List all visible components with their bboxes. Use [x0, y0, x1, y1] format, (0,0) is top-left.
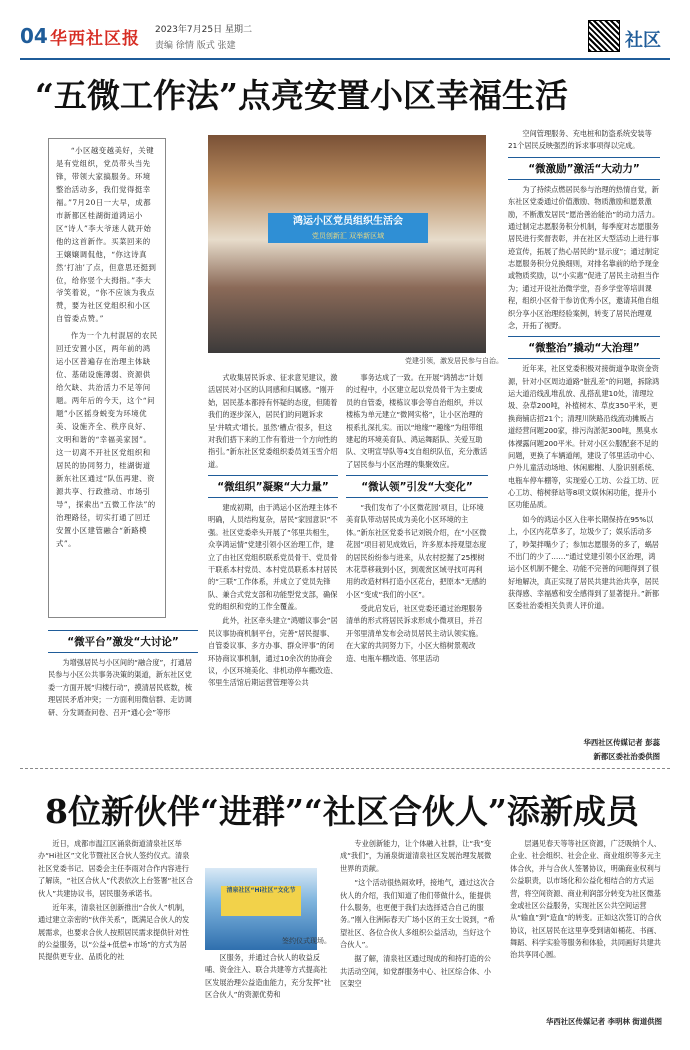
article2-headline: 8位新伙伴“进群”“社区合伙人”添新成员	[45, 792, 639, 831]
body-text: “这个活动很热闹欢呼，接地气，通过这次合伙人的介绍，我们知道了他们带做什么，能提供什么服务，也更便于我们去选择适合自己的服务。”刚入住洲际春天广场小区的王女士说到，“希望社区、各位合伙人多组织公益活动，当好这个合伙人”。	[340, 878, 495, 949]
body-text: 层遇见春天等等社区资源，广泛吸纳个人、企业、社会组织、社会企业、商业组织等多元主体合伙，并与合伙人签署协议，明确商业权利与公益职责，以市场化和公益化相结合的方式运营，将空间资源、商业利润部分转变为社区微基金或社区公益服务，实现社区公共空间运营从“输血”到“造血”的转变。正如这次签订的合伙协议，社区居民在这里享受到诸如桶花、书画、舞蹈、科学实验等服务和体验，共同画好共建共治共享同心圆。	[510, 839, 662, 960]
body-text: 受此启发后，社区党委还通过治理服务清单的形式将居民诉求形成小微项目，并召开邻里清单发布会动员居民主动认领实施。在大家的共同努力下，小区大榕树景观改造、电瓶车棚改造、邻里活动	[346, 604, 483, 663]
body-text: 据了解，清泉社区通过现成的和持打造的公共活动空间，如党群服务中心、社区综合体、小区架空	[340, 954, 491, 989]
date-line: 2023年7月25日 星期二	[155, 25, 252, 35]
body-text: 空间管理服务、充电桩和防盗系统安装等21个居民反映强烈的诉求事项得以完成。	[508, 129, 652, 151]
lead-paragraph: 作为一个九村混居的农民回迁安置小区，两年前的鸿运小区普遍存在治理主体缺位、基础设施薄弱、资源供给欠缺、共治活力不足等问题。两年后的今天，这个“问题”小区摇身蜕变为环境优美、设施齐全、秩序良好、文明和谐的“幸福美家园”。这一切离不开社区党组织和居民的协同努力，桂湖街道新东社区通过“队伍再建、资源共享、行政推动、市场引导”，探索出“五微工作法”的治理路径，切实打通了回迁安置小区建管融合“新路模式”。	[56, 331, 158, 548]
body-text: 区服务，并通过合伙人的收益反哺、资金注入、联合共建等方式提高社区发展治理公益造血能力，充分发挥“社区合伙人”的资源优势和	[205, 953, 331, 1000]
photo-caption: 党建引领，激发居民参与自治。	[405, 357, 503, 365]
article1-headline: “五微工作法”点亮安置小区幸福生活	[35, 76, 568, 115]
body-text: 如今的鸿运小区入住率长期保持在95%以上，小区内花草多了，垃圾少了；娱乐活动多了，吵架拌嘴少了；参加志愿服务的多了，蜗居不出门的少了……“通过党建引领小区治理，鸿运小区机制不健全、功能不完善的问题得到了很好地解决，真正实现了居民共建共治共享，居民获得感、幸福感和安全感得到了显著提升。”新都区委社治委相关负责人评价道。	[508, 514, 660, 611]
article2-column-1	[38, 838, 194, 1033]
page-header	[20, 18, 670, 60]
body-text: 式收集居民诉求、征求意见建议，激活居民对小区的认同感和归属感。“刚开始，居民基本都持有怀疑的态度，但随着我们的逐步深入，居民们的问题诉求呈‘井喷式’增长。虽然‘槽点’很多，但这对我们搭下来的工作有着进一个方向性的指引。”新东社区党委组织委员刘玉雪介绍道。	[208, 373, 338, 469]
body-text: 为增强居民与小区间的“融合度”，打通居民参与小区公共事务决策的渠道，新东社区党委一方面开展“归楼行动”，摸清居民底数，梳理居民矛盾冲突；一方面利用微信群、走访调研、分发调查问卷、召开“通心会”等形	[48, 658, 193, 717]
body-text: 近年来，社区党委积极对接街道争取资金资源，针对小区周边道路“脏乱差”的问题，拆除鸿运大道沿线乱堆乱放、乱搭乱建10处，清理垃圾、杂草200吨，补植树木、草皮350平米，更换商铺店招21个；清理川陕路沿线流动摊贩占道经营问题200家，排污沟淤泥300吨，黑臭水体裸露问题200平米。针对小区公服配套不足的问题，更换了车辆道闸，建设了邻里活动中心、户外儿童活动场地、休闲廊榭、人脸识别系统、电瓶车停车棚等，实现爱心工坊、公益工坊、匠心工坊、榕树驿站等8项文娱休闲功能，提升小区功能品质。	[508, 364, 660, 510]
subheading: “微整治”撬动“大治理”	[508, 336, 660, 359]
editors-line: 责编 徐情 版式 张建	[155, 41, 236, 51]
article2-column-2	[205, 952, 331, 1032]
subheading: “微组织”凝聚“大力量”	[208, 475, 338, 498]
section-title: 社区	[625, 30, 661, 51]
body-text: 近年来，清泉社区创新推出“合伙人”机制，通过建立亲密的“伙伴关系”，既满足合伙人的发展需求，也要求合伙人按照居民需求提供针对性的公益服务，以“公益+低偿+市场”的方式为居民提供更专业、品质化的社	[38, 902, 190, 962]
body-text: 近日，成都市温江区涌泉街道清泉社区举办“Hi社区”文化节暨社区合伙人签约仪式。清泉社区党委书记、居委会主任李雨对合作内容进行了解读，“社区合伙人”代表依次上台签署“社区合伙人”共建协议书，居民服务承诺书。	[38, 839, 193, 898]
subheading: “微平台”激发“大讨论”	[48, 630, 198, 653]
body-text: 此外，社区牵头建立“鸿赠议事会”居民议事协商机制平台，完善“居民提事、自管委议事、多方办事、群众评事”的闭环协商议事机制，通过10余次的协商会议，小区环境美化、非机动停车棚改造、邻里生活馆后期运营管理等公共	[208, 616, 338, 688]
body-text: 为了持续点燃居民参与治理的热情自觉，新东社区党委通过价值激励、物质激励和愿景激励，不断激发居民“愿治善治能治”的动力活力。通过制定志愿服务积分机制，每季度对志愿服务居民进行奖督表彰，并在社区大型活动上进行事迹宣传，拓展了热心居民的“显示度”；通过制定志愿服务积分兑换细则，对排名靠前的给予现金或物质奖励，以“小实惠”促进了居民主动担当作为；通过开设社治微学堂，吾乡学堂等培训课程，组织小区骨干参访优秀小区，邀请其他自组织分享小区治理经验案例，转变了居民治理观念，开拓了视野。	[508, 184, 660, 330]
article1-column-4	[508, 128, 660, 733]
photo-banner: 清泉社区“Hi社区”文化节	[221, 886, 301, 916]
photo-caption: 签约仪式现场。	[282, 937, 331, 945]
body-text: 建成初期，由于鸿运小区治理主体不明确，人员结构复杂，居民“家园意识”不强。社区党委牵头开展了“邻里共相生，众享鸿运情”党建引领小区治理工作，建立了由社区党组织联系党员骨干、党员骨干联系本村党员、本村党员联系本村居民的“三联”工作体系，并成立了党员先锋队、兼合式党支部和功能型党支部，确保党的组织和党的工作全覆盖。	[208, 503, 338, 611]
subheading: “微认领”引发“大变化”	[346, 475, 488, 498]
article1-lead-box	[48, 138, 166, 618]
newspaper-logo: 华西社区报	[50, 29, 140, 49]
body-text: 事务达成了一致。在开展“鸿鹄志”计划的过程中，小区建立起以党员骨干为主要成员的自管委，楼栋议事会等自治组织，并以楼栋为单元建立“微网实格”，让小区治理的根系扎深扎实。而以“地缘”“趣缘”为纽带组建起的环境美育队、鸿运舞蹈队、关爱互助队、文明宣导队等4支自组织队伍，充分激活了居民参与小区治理的集聚效应。	[346, 373, 488, 469]
lead-paragraph: “小区越变越美好，关键是有党组织，党员带头当先锋，带领大家搞服务。环境整治活动多，我们觉得挺幸福。”7月20日一大早，成都市新都区桂湖街道鸿运小区“诗人”李大爷迷人就开始他的这首新作。买菜回来的王嬢嬢调侃他，“你这诗真然‘打油’了点，但意思还挺到位，给你竖个大拇指。”李大爷笑着说，“你不应该为我点赞，要为社区党组织和小区自管委点赞。”	[56, 146, 157, 324]
byline: 新都区委社治委供图	[593, 752, 660, 761]
article1-column-3	[346, 372, 488, 762]
article2-column-4	[510, 838, 662, 1010]
article1-column-1	[48, 626, 198, 761]
banner-text: 鸿运小区党员组织生活会	[293, 216, 403, 227]
page-number: 04	[20, 24, 48, 48]
article2-column-3	[340, 838, 496, 1033]
article1-column-2	[208, 372, 338, 762]
party-meeting-photo	[208, 135, 486, 353]
photo-banner	[268, 213, 428, 243]
byline: 华西社区传媒记者 彭蕊	[583, 738, 660, 747]
banner-subtext: 党员创新汇 双举新区域	[311, 232, 385, 240]
subheading: “微激励”激活“大动力”	[508, 157, 660, 180]
byline: 华西社区传媒记者 李明林 街道供图	[545, 1017, 662, 1026]
body-text: “我们发布了‘小区微花园’项目，让环境美育队带动居民成为美化小区环境的主体。”新东社区党委书记刘锐介绍，在“小区微花园”项目初见成效后，许多原本持观望态度的居民纷纷参与进来，从农村挖掘了25棵树木花草移栽到小区，到观赏区域寻找可再利用的改造材料打造小区花台，把原本“无感的小区”变成“我们的小区”。	[346, 503, 487, 599]
article-divider	[20, 768, 670, 769]
body-text: 专业创新能力，让个体融入社群，让“我”变成“我们”，为涌泉街道清泉社区发展治理发展微世界的贡献。	[340, 839, 492, 873]
qr-code-icon	[588, 20, 620, 52]
